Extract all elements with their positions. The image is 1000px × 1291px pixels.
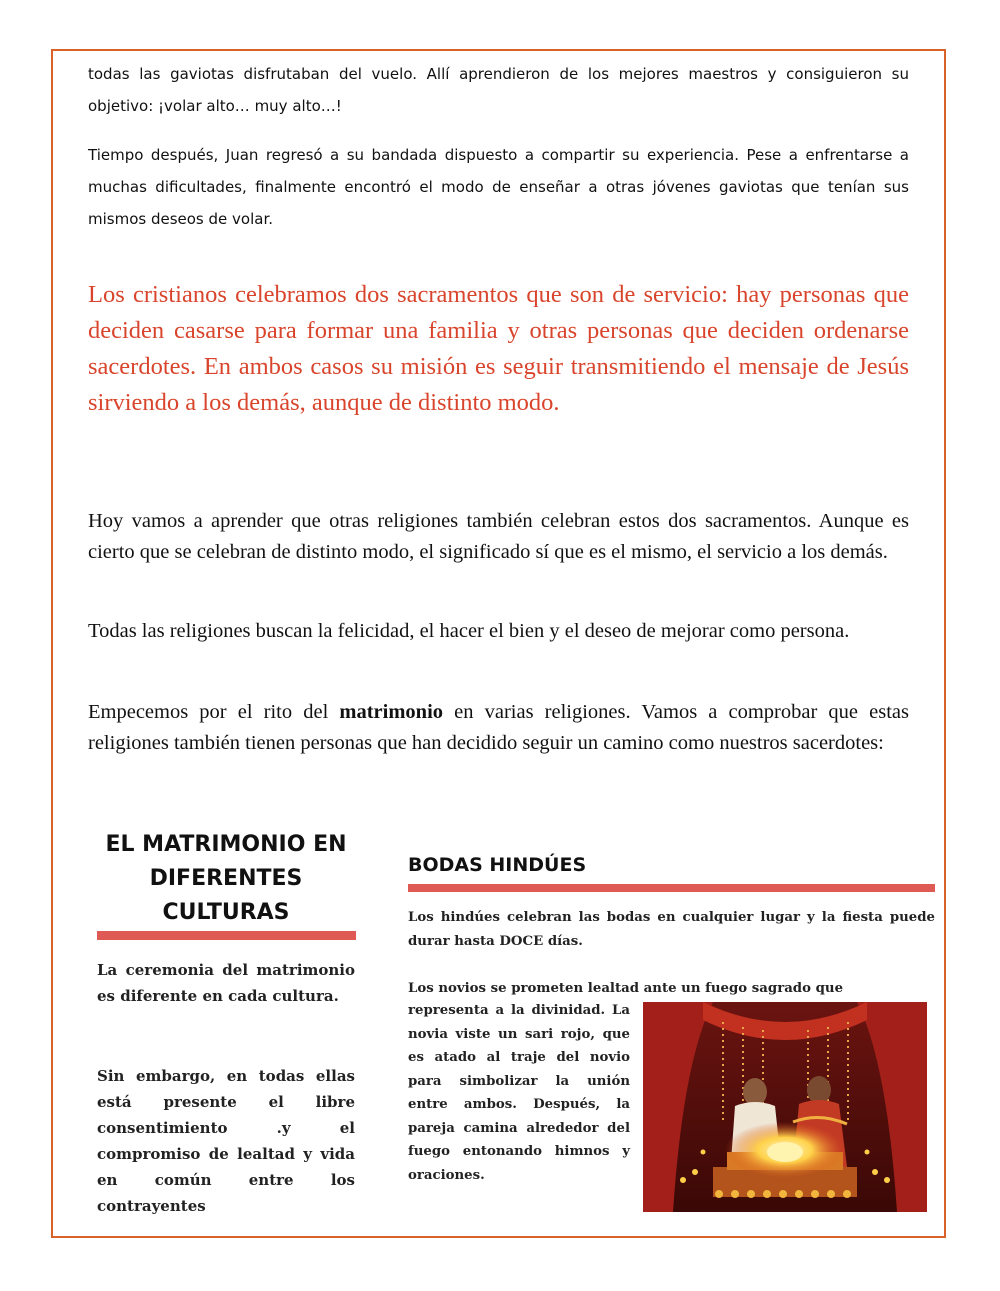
right-box-text-1: Los hindúes celebran las bodas en cualquier lugar y la fiesta puede durar hasta DOCE días. xyxy=(408,910,935,949)
left-box-text-1: La ceremonia del matrimonio es diferente en cada cultura. xyxy=(97,961,355,1005)
body-paragraph-1: Hoy vamos a aprender que otras religiones también celebran estos dos sacramentos. Aunque es cierto que se celebran de distinto modo, el significado sí que es el mismo, el servicio a los demás. xyxy=(88,510,909,563)
story-paragraph-2: Tiempo después, Juan regresó a su bandada dispuesto a compartir su experiencia. Pese a enfrentarse a muchas dificultades, finalmente encontró el modo de enseñar a otras jóvenes gaviotas que tenían sus mismos deseos de volar. xyxy=(88,146,909,228)
matrimonio-bold: matrimonio xyxy=(339,701,444,723)
right-box-text-2: Los novios se prometen lealtad ante un fuego sagrado que xyxy=(408,981,844,996)
left-box-title: EL MATRIMONIO EN DIFERENTES CULTURAS xyxy=(105,832,347,925)
right-title-rule xyxy=(408,884,935,892)
right-box-title: BODAS HINDÚES xyxy=(408,854,587,876)
highlight-paragraph: Los cristianos celebramos dos sacramentos que son de servicio: hay personas que deciden casarse para formar una familia y otras personas que deciden ordenarse sacerdotes. En ambos casos su misión es seguir transmitiendo el mensaje de Jesús sirviendo a los demás, aunque de distinto modo. xyxy=(88,281,909,416)
left-title-rule xyxy=(97,931,356,940)
body-paragraph-3 xyxy=(88,697,909,759)
right-box-text-3: representa a la divinidad. La novia viste un sari rojo, que es atado al traje del novio para simbolizar la unión entre ambos. Después, la pareja camina alrededor del fuego entonando himnos y oraciones. xyxy=(408,1003,630,1183)
left-box-text-2: Sin embargo, en todas ellas está presente el libre consentimiento .y el compromiso de lealtad y vida en común entre los contrayentes xyxy=(97,1067,355,1215)
story-paragraph-1: todas las gaviotas disfrutaban del vuelo. Allí aprendieron de los mejores maestros y consiguieron su objetivo: ¡volar alto… muy alto…! xyxy=(88,65,909,115)
body-paragraph-2: Todas las religiones buscan la felicidad, el hacer el bien y el deseo de mejorar como persona. xyxy=(88,620,850,642)
body-paragraph-3-start: Empecemos por el rito del xyxy=(88,701,340,723)
hindu-wedding-photo xyxy=(643,1002,927,1212)
body-paragraph-3-end: en varias religiones. Vamos a comprobar que estas religiones también tienen personas que han decidido seguir un camino como nuestros sacerdotes: xyxy=(88,701,909,754)
